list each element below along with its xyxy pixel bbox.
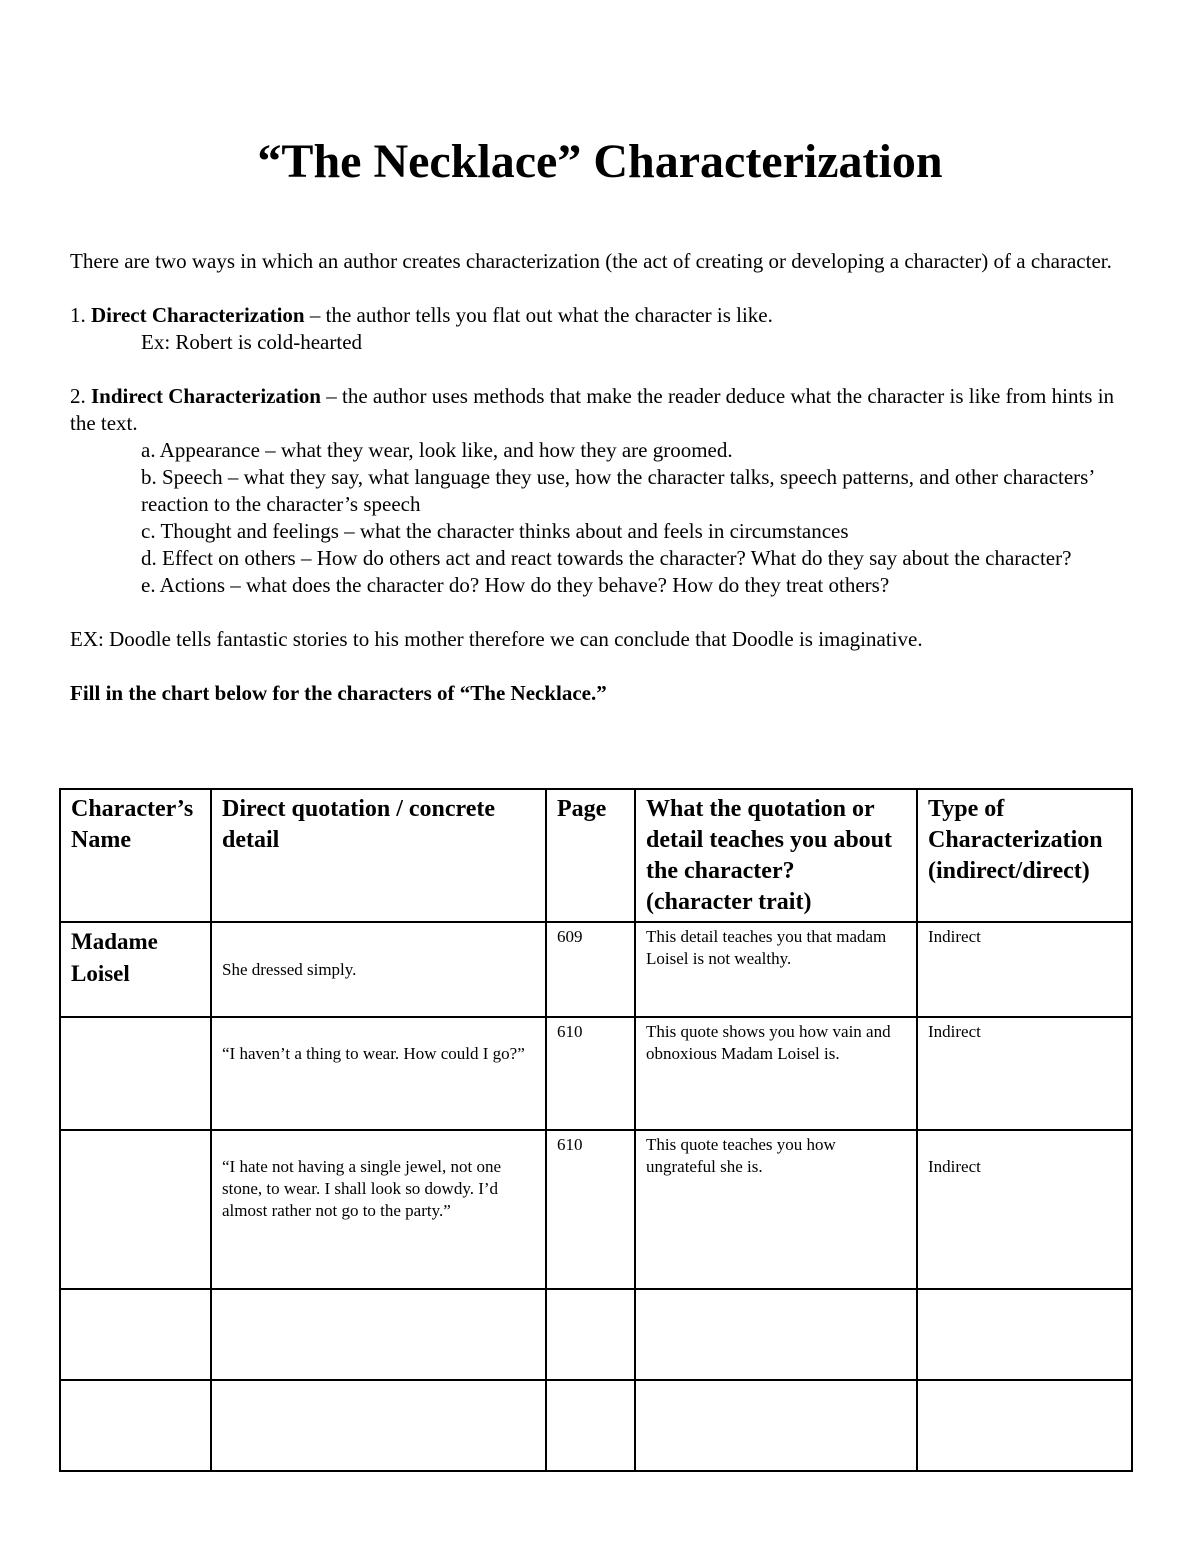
- header-character-name: Character’s Name: [60, 789, 211, 922]
- header-page: Page: [546, 789, 635, 922]
- cell-teaches[interactable]: [635, 1380, 917, 1471]
- header-teaches: What the quotation or detail teaches you about the character? (character trait): [635, 789, 917, 922]
- cell-quote[interactable]: [211, 1017, 546, 1130]
- cell-type[interactable]: Indirect: [917, 922, 1132, 1017]
- intro-paragraph: There are two ways in which an author creates characterization (the act of creating or developing a character) of a character.: [70, 249, 1112, 273]
- page-title: “The Necklace” Characterization: [257, 135, 943, 188]
- cell-page[interactable]: 610: [546, 1130, 635, 1289]
- method-actions: e. Actions – what does the character do? How do they behave? How do they treat others?: [141, 573, 890, 597]
- cell-page[interactable]: [546, 1289, 635, 1380]
- cell-type[interactable]: Indirect: [917, 1017, 1132, 1130]
- cell-teaches[interactable]: This detail teaches you that madam Loisel is not wealthy.: [635, 922, 917, 1017]
- example-paragraph: EX: Doodle tells fantastic stories to his mother therefore we can conclude that Doodle is imaginative.: [70, 627, 923, 651]
- cell-quote[interactable]: [211, 1130, 546, 1289]
- table-row: [60, 922, 1132, 1017]
- indirect-number: 2.: [70, 384, 86, 408]
- indirect-characterization: [70, 383, 1140, 437]
- cell-quote[interactable]: She dressed simply.: [211, 922, 546, 1017]
- direct-number: 1.: [70, 303, 86, 327]
- cell-type[interactable]: [917, 1380, 1132, 1471]
- direct-term: Direct Characterization: [91, 303, 305, 327]
- direct-characterization: [70, 302, 1140, 329]
- direct-example: Ex: Robert is cold-hearted: [141, 330, 363, 354]
- cell-name[interactable]: [60, 1130, 211, 1289]
- table-row: [60, 1289, 1132, 1380]
- cell-teaches[interactable]: This quote teaches you how ungrateful she is.: [635, 1130, 917, 1289]
- table-row: [60, 1017, 1132, 1130]
- method-effect-on-others: d. Effect on others – How do others act and react towards the character? What do they say about the character?: [141, 546, 1072, 570]
- method-appearance: a. Appearance – what they wear, look like, and how they are groomed.: [141, 438, 733, 462]
- cell-quote[interactable]: [211, 1289, 546, 1380]
- cell-quote[interactable]: [211, 1380, 546, 1471]
- type-text: Indirect: [928, 1157, 981, 1176]
- chart-instruction: Fill in the chart below for the characters of “The Necklace.”: [70, 681, 607, 705]
- indirect-term: Indirect Characterization: [91, 384, 321, 408]
- cell-page[interactable]: [546, 1380, 635, 1471]
- header-type: Type of Characterization (indirect/direct): [917, 789, 1132, 922]
- cell-page[interactable]: 609: [546, 922, 635, 1017]
- cell-name[interactable]: Madame Loisel: [60, 922, 211, 1017]
- header-quotation: Direct quotation / concrete detail: [211, 789, 546, 922]
- worksheet-body: [70, 248, 1140, 707]
- cell-name[interactable]: [60, 1017, 211, 1130]
- header-row: [60, 789, 1132, 922]
- characterization-chart: [59, 788, 1133, 1472]
- cell-teaches[interactable]: This quote shows you how vain and obnoxious Madam Loisel is.: [635, 1017, 917, 1130]
- cell-name[interactable]: [60, 1380, 211, 1471]
- method-speech: b. Speech – what they say, what language they use, how the character talks, speech patterns, and other characters’ reaction to the character’s speech: [141, 465, 1094, 516]
- table-row: [60, 1380, 1132, 1471]
- quote-text: “I haven’t a thing to wear. How could I go?”: [222, 1044, 525, 1063]
- cell-page[interactable]: 610: [546, 1017, 635, 1130]
- method-thoughts: c. Thought and feelings – what the character thinks about and feels in circumstances: [141, 519, 849, 543]
- direct-definition: – the author tells you flat out what the character is like.: [304, 303, 773, 327]
- cell-type[interactable]: [917, 1130, 1132, 1289]
- cell-type[interactable]: [917, 1289, 1132, 1380]
- quote-text: “I hate not having a single jewel, not one stone, to wear. I shall look so dowdy. I’d almost rather not go to the party.”: [222, 1157, 501, 1220]
- table-row: [60, 1130, 1132, 1289]
- indirect-definition: – the author uses methods that make the reader deduce what the character is like from hints in the text.: [70, 384, 1115, 435]
- cell-name[interactable]: [60, 1289, 211, 1380]
- cell-teaches[interactable]: [635, 1289, 917, 1380]
